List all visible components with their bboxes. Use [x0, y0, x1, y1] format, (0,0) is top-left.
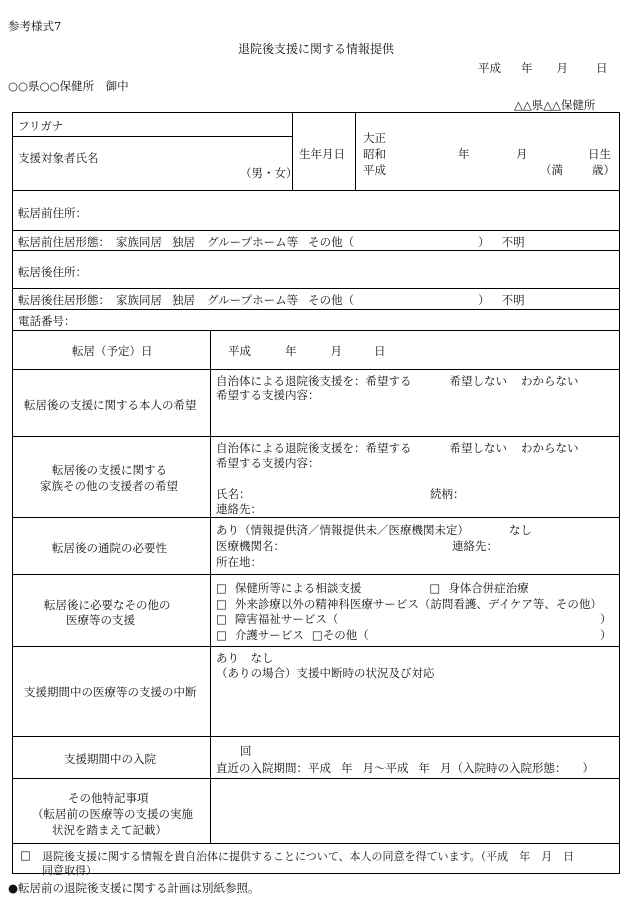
- wish-yes: 自治体による退院後支援を：希望する: [216, 441, 412, 455]
- family-contact: 連絡先：: [216, 502, 262, 516]
- housing-other-open: その他（: [308, 293, 355, 307]
- need-psychiatric-service: 外来診療以外の精神科医療サービス（訪問看護、デイケア等、その他）: [234, 597, 602, 611]
- table-border-top: [12, 112, 620, 113]
- self-wish-content: 希望する支援内容：: [216, 388, 320, 402]
- row-line: [12, 517, 620, 518]
- move-date-value: [228, 343, 386, 359]
- consent-text-2: 同意取得）: [42, 864, 97, 877]
- family-wish-label-1: 転居後の支援に関する: [52, 463, 167, 477]
- page-title: 退院後支援に関する情報提供: [238, 42, 395, 56]
- hosp-from-era: 直近の入院期間：平成: [216, 761, 331, 775]
- hosp-recent: [216, 760, 594, 776]
- move-date-year: 年: [285, 344, 297, 358]
- other-label-2: （転居前の医療等の支援の実施: [32, 807, 193, 821]
- wish-unknown: わからない: [521, 441, 579, 455]
- checkbox[interactable]: □: [216, 612, 227, 626]
- date-month: 月: [556, 61, 568, 75]
- move-date-era: 平成: [228, 344, 251, 358]
- visit-yes: あり（情報提供済／情報提供未／医療機関未定）: [216, 523, 469, 537]
- need-welfare-service: 障害福祉サービス（: [234, 612, 339, 626]
- next-housing-row: [18, 292, 525, 308]
- other-label-3: 状況を踏まえて記載）: [52, 823, 167, 837]
- self-wish-label: 転居後の支援に関する本人の希望: [24, 398, 197, 412]
- move-date-month: 月: [330, 344, 342, 358]
- row-line: [12, 736, 620, 737]
- need-consultation: 保健所等による相談支援: [234, 581, 362, 595]
- row-line: [12, 288, 620, 289]
- hosp-label: 支援期間中の入院: [64, 752, 156, 766]
- needs-row-2: [216, 596, 602, 612]
- housing-family: 家族同居: [116, 293, 162, 307]
- date-day: 日: [596, 61, 608, 75]
- era-heisei: 平成: [363, 163, 386, 177]
- family-wish-label-2: 家族その他の支援者の希望: [40, 479, 178, 493]
- visit-facility: 医療機関名：: [216, 539, 285, 553]
- row-line: [12, 778, 620, 779]
- era-taisho: 大正: [363, 131, 386, 145]
- furigana-divider: [12, 136, 293, 137]
- other-label-1: その他特記事項: [68, 791, 149, 805]
- interrupt-label: 支援期間中の医療等の支援の中断: [24, 685, 197, 699]
- wish-unknown: わからない: [521, 374, 579, 388]
- family-relation: 続柄：: [430, 487, 465, 501]
- housing-other-open: その他（: [308, 235, 355, 249]
- birth-label-divider: [355, 112, 356, 191]
- table-border-right: [619, 112, 620, 874]
- prev-address-label: 転居前住所：: [18, 206, 87, 220]
- need-other: □その他（: [311, 628, 369, 642]
- row-line: [12, 574, 620, 575]
- row-line: [12, 309, 620, 310]
- checkbox[interactable]: □: [216, 628, 227, 642]
- consent-text: 退院後支援に関する情報を貴自治体に提供することについて、本人の同意を得ています。（平成 年 月 日: [42, 850, 575, 863]
- checkbox[interactable]: □: [216, 581, 227, 595]
- housing-group-home: グループホーム等: [207, 235, 299, 249]
- welfare-close: ）: [600, 612, 612, 626]
- birth-label: 生年月日: [299, 147, 345, 161]
- table-border-left: [12, 112, 13, 874]
- hosp-from-year: 年: [341, 761, 353, 775]
- checkbox[interactable]: □: [429, 581, 441, 595]
- date-era: 平成: [478, 61, 501, 75]
- housing-unknown: 不明: [501, 293, 525, 307]
- age-open: （満: [540, 163, 563, 177]
- wish-yes: 自治体による退院後支援を：希望する: [216, 374, 412, 388]
- need-physical-treatment: 身体合併症治療: [448, 581, 529, 595]
- move-date-label: 転居（予定）日: [72, 344, 153, 358]
- hosp-close: ）: [582, 761, 594, 775]
- next-address-label: 転居後住所：: [18, 265, 87, 279]
- housing-other-close: ）: [478, 293, 490, 307]
- name-label: 支援対象者氏名: [18, 151, 99, 165]
- needs-row-1: [216, 580, 529, 596]
- form-reference: 参考様式7: [8, 19, 62, 33]
- needs-row-3: [216, 611, 338, 627]
- interrupt-detail: （ありの場合）支援中断時の状況及び対応: [216, 666, 435, 680]
- checkbox[interactable]: □: [216, 597, 227, 611]
- sex-label: （男・女）: [240, 166, 298, 180]
- family-name: 氏名：: [216, 487, 251, 501]
- prev-housing-row: [18, 234, 525, 250]
- visit-options: [216, 522, 532, 538]
- addressee: ○○県○○保健所 御中: [8, 79, 129, 93]
- family-wish-options: [216, 440, 579, 456]
- need-care-service: 介護サービス: [234, 628, 304, 642]
- age-close: 歳）: [592, 163, 615, 177]
- row-line: [12, 646, 620, 647]
- visit-no: なし: [509, 523, 532, 537]
- hosp-form: 月（入院時の入院形態：: [440, 761, 567, 775]
- row-line: [12, 436, 620, 437]
- birth-year-unit: 年: [458, 147, 470, 161]
- row-line: [12, 843, 620, 844]
- hosp-to-year: 年: [418, 761, 430, 775]
- housing-group-home: グループホーム等: [207, 293, 299, 307]
- wish-no: 希望しない: [449, 374, 507, 388]
- hosp-count: 回: [240, 744, 252, 758]
- row-line: [12, 230, 620, 231]
- label-column-divider: [210, 330, 211, 843]
- move-date-day: 日: [374, 344, 386, 358]
- birth-day-unit: 日生: [588, 147, 611, 161]
- sender: △△県△△保健所: [514, 98, 596, 112]
- consent-checkbox[interactable]: □: [20, 848, 31, 862]
- housing-family: 家族同居: [116, 235, 162, 249]
- wish-no: 希望しない: [449, 441, 507, 455]
- visit-label: 転居後の通院の必要性: [52, 541, 167, 555]
- housing-unknown: 不明: [501, 235, 525, 249]
- other-close: ）: [600, 628, 612, 642]
- housing-other-close: ）: [478, 235, 490, 249]
- visit-address: 所在地：: [216, 555, 262, 569]
- prev-housing-label: 転居前住居形態：: [18, 235, 110, 249]
- next-housing-label: 転居後住居形態：: [18, 293, 110, 307]
- row-line: [12, 369, 620, 370]
- person-block-bottom: [12, 190, 620, 191]
- row-line: [12, 330, 620, 331]
- birth-month-unit: 月: [516, 147, 528, 161]
- interrupt-options: あり なし: [216, 651, 274, 665]
- footnote: ●転居前の退院後支援に関する計画は別紙参照。: [8, 881, 260, 895]
- table-border-bottom: [12, 873, 620, 874]
- era-showa: 昭和: [363, 147, 386, 161]
- needs-row-4: [216, 627, 369, 643]
- needs-label-1: 転居後に必要なその他の: [44, 598, 171, 612]
- family-wish-content: 希望する支援内容：: [216, 456, 320, 470]
- phone-label: 電話番号：: [18, 314, 76, 328]
- header-date: [478, 60, 608, 76]
- housing-alone: 独居: [172, 293, 195, 307]
- furigana-label: フリガナ: [18, 119, 64, 133]
- visit-contact: 連絡先：: [452, 539, 498, 553]
- row-line: [12, 250, 620, 251]
- date-year: 年: [521, 61, 533, 75]
- needs-label-2: 医療等の支援: [66, 613, 135, 627]
- hosp-to-era: 月～平成: [362, 761, 409, 775]
- housing-alone: 独居: [172, 235, 195, 249]
